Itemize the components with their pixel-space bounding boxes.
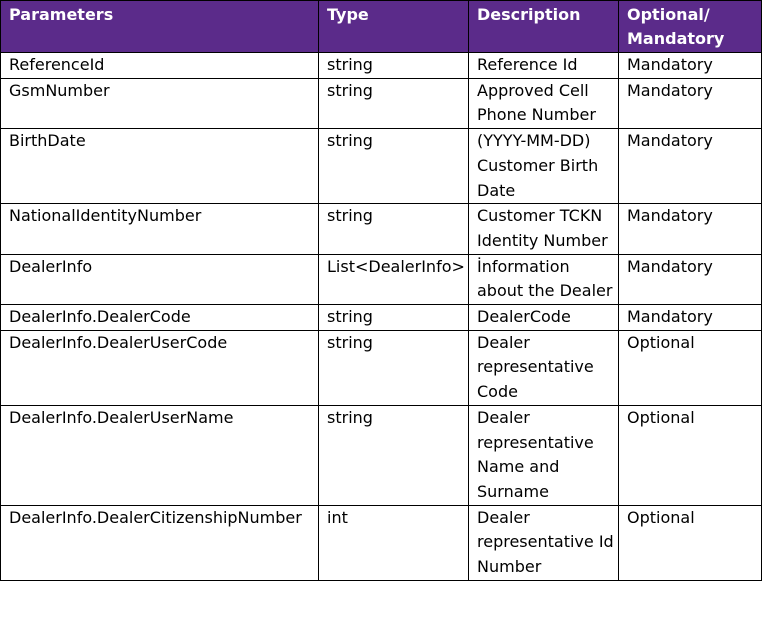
parameter-cell: DealerInfo.DealerCode [1,305,319,331]
requirement-cell: Optional [619,505,762,580]
header-optional-mandatory-label: Optional/ Mandatory [627,5,725,48]
type-cell: string [319,53,469,79]
type-cell: string [319,129,469,204]
requirement-cell: Mandatory [619,204,762,254]
type-cell: string [319,78,469,128]
type-cell: List<DealerInfo> [319,254,469,304]
description-cell: DealerCode [469,305,619,331]
parameter-cell: BirthDate [1,129,319,204]
parameter-cell: DealerInfo.DealerUserName [1,405,319,505]
header-parameters: Parameters [1,1,319,53]
type-cell: string [319,330,469,405]
header-row [1,1,762,53]
type-cell: string [319,204,469,254]
description-cell: Approved Cell Phone Number [469,78,619,128]
table-row [1,505,762,580]
parameter-cell: DealerInfo [1,254,319,304]
table-row [1,405,762,505]
header-optional-mandatory [619,1,762,53]
table-row [1,53,762,79]
description-cell: Dealer representative Name and Surname [469,405,619,505]
parameter-cell: GsmNumber [1,78,319,128]
table-row [1,129,762,204]
header-description: Description [469,1,619,53]
requirement-cell: Mandatory [619,305,762,331]
type-cell: int [319,505,469,580]
table-row [1,254,762,304]
type-cell: string [319,405,469,505]
table-row [1,330,762,405]
description-cell: Dealer representative Id Number [469,505,619,580]
table-header [1,1,762,53]
header-type: Type [319,1,469,53]
parameter-cell: ReferenceId [1,53,319,79]
description-cell: İnformation about the Dealer [469,254,619,304]
requirement-cell: Optional [619,405,762,505]
parameter-cell: DealerInfo.DealerCitizenshipNumber [1,505,319,580]
requirement-cell: Mandatory [619,78,762,128]
description-cell: Customer TCKN Identity Number [469,204,619,254]
table-body [1,53,762,581]
description-cell: Reference Id [469,53,619,79]
requirement-cell: Mandatory [619,53,762,79]
table-row [1,204,762,254]
requirement-cell: Mandatory [619,129,762,204]
type-cell: string [319,305,469,331]
parameter-cell: DealerInfo.DealerUserCode [1,330,319,405]
description-cell: (YYYY-MM-DD) Customer Birth Date [469,129,619,204]
parameter-cell: NationalIdentityNumber [1,204,319,254]
table-row [1,78,762,128]
table-row [1,305,762,331]
description-cell: Dealer representative Code [469,330,619,405]
requirement-cell: Mandatory [619,254,762,304]
requirement-cell: Optional [619,330,762,405]
